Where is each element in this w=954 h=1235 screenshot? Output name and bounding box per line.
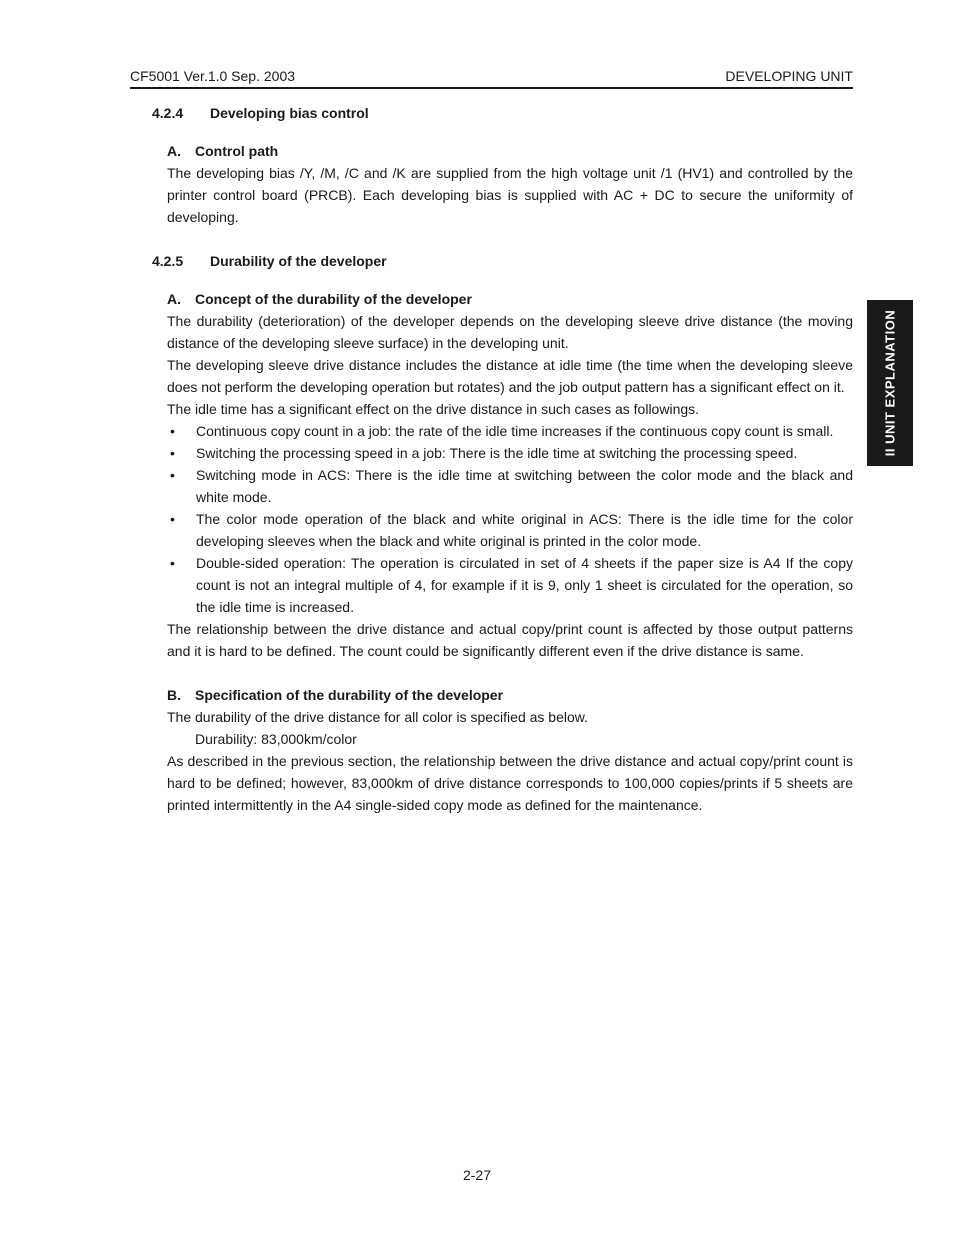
subheading-control-path (167, 140, 853, 162)
list-item-text: The color mode operation of the black and white original in ACS: There is the idle time for the color developing sleeves when the black and white original is printed in the color mode. (196, 511, 853, 549)
section-title: Developing bias control (210, 105, 369, 121)
subheading-letter: A. (167, 291, 181, 307)
bullet-icon: • (170, 467, 175, 483)
list-item (167, 420, 853, 442)
section-number: 4.2.5 (152, 253, 184, 269)
paragraph: The developing sleeve drive distance includes the distance at idle time (the time when the developing sleeve does not perform the developing operation but rotates) and the job output pattern has a significant effect on it. (167, 357, 853, 395)
list-item-text: Continuous copy count in a job: the rate of the idle time increases if the continuous copy count is small. (196, 423, 834, 439)
subheading-title: Specification of the durability of the developer (195, 687, 504, 703)
section-title: Durability of the developer (210, 253, 387, 269)
list-item-text: Double-sided operation: The operation is circulated in set of 4 sheets if the paper size is A4 If the copy count is not an integral multiple of 4, for example if it is 9, only 1 sheet is circulated for the operation, so the idle time is increased. (196, 555, 853, 615)
paragraph: The durability (deterioration) of the developer depends on the developing sleeve drive distance (the moving distance of the developing sleeve surface) in the developing unit. (167, 313, 853, 351)
paragraph: As described in the previous section, the relationship between the drive distance and actual copy/print count is hard to be defined; however, 83,000km of drive distance corresponds to 100,000 copies/prints if 5 sheets are printed intermittently in the A4 single-sided copy mode as defined for the maintenance. (167, 753, 853, 813)
paragraph: The durability of the drive distance for all color is specified as below. (167, 709, 588, 725)
paragraph: The idle time has a significant effect on the drive distance in such cases as followings. (167, 401, 700, 417)
page-header (130, 68, 853, 89)
header-document-id: CF5001 Ver.1.0 Sep. 2003 (130, 68, 296, 84)
bullet-icon: • (170, 423, 175, 439)
bullet-list (167, 420, 853, 618)
subheading-letter: A. (167, 143, 181, 159)
subheading-concept (167, 288, 853, 310)
section-heading-4-2-4 (152, 102, 853, 124)
header-chapter-title: DEVELOPING UNIT (725, 68, 853, 84)
paragraph: The developing bias /Y, /M, /C and /K are supplied from the high voltage unit /1 (HV1) and controlled by the printer control board (PRCB). Each developing bias is supplied with AC + DC to secure the uniformity of developing. (167, 165, 853, 225)
page-number: 2-27 (462, 1167, 492, 1183)
section-heading-4-2-5 (152, 250, 853, 272)
subheading-title: Control path (195, 143, 279, 159)
subheading-letter: B. (167, 687, 181, 703)
side-tab-label: II UNIT EXPLANATION (882, 309, 898, 457)
bullet-icon: • (170, 555, 175, 571)
bullet-icon: • (170, 445, 175, 461)
list-item (167, 442, 853, 464)
list-item (167, 508, 853, 552)
list-item-text: Switching the processing speed in a job: There is the idle time at switching the processing speed. (196, 445, 798, 461)
bullet-icon: • (170, 511, 175, 527)
paragraph: The relationship between the drive distance and actual copy/print count is affected by those output patterns and it is hard to be defined. The count could be significantly different even if the drive distance is same. (167, 621, 853, 659)
section-number: 4.2.4 (152, 105, 184, 121)
list-item (167, 464, 853, 508)
subheading-specification (167, 684, 853, 706)
list-item (167, 552, 853, 618)
list-item-text: Switching mode in ACS: There is the idle time at switching between the color mode and the black and white mode. (196, 467, 853, 505)
side-section-tab (867, 300, 913, 466)
subheading-title: Concept of the durability of the developer (195, 291, 472, 307)
durability-spec: Durability: 83,000km/color (195, 731, 357, 747)
page-content (152, 102, 853, 816)
